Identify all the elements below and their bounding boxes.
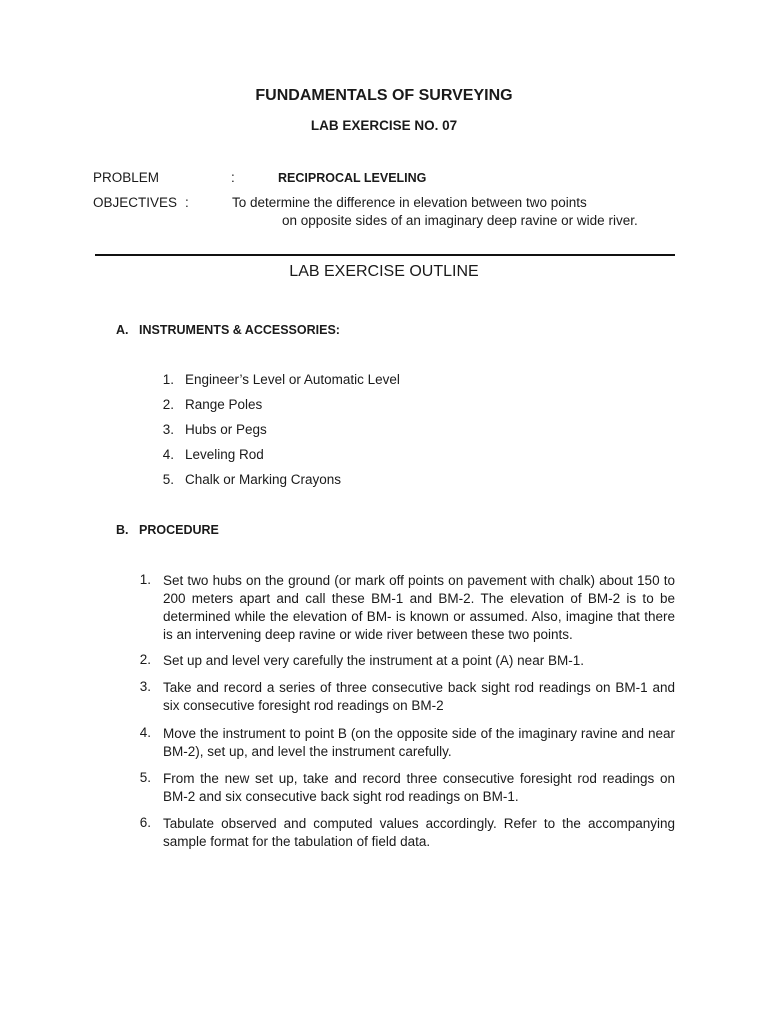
instrument-item: Hubs or Pegs	[185, 422, 267, 437]
objectives-label: OBJECTIVES	[93, 195, 178, 210]
section-a-heading: INSTRUMENTS & ACCESSORIES:	[139, 323, 340, 337]
instrument-item: Engineer’s Level or Automatic Level	[185, 372, 400, 387]
procedure-step: Set up and level very carefully the instrument at a point (A) near BM-1.	[163, 653, 584, 668]
section-b-letter: B.	[116, 523, 129, 537]
procedure-step: Move the instrument to point B (on the opposite side of the imaginary ravine and near BM-2), set up, and level the instrument carefully.	[163, 726, 675, 759]
instrument-item: Chalk or Marking Crayons	[185, 472, 342, 487]
outline-title: LAB EXERCISE OUTLINE	[289, 263, 479, 280]
instrument-item-number: 1.	[162, 372, 174, 387]
document-title: FUNDAMENTALS OF SURVEYING	[255, 87, 513, 104]
instrument-item-number: 5.	[162, 472, 174, 487]
instrument-item: Leveling Rod	[185, 447, 264, 462]
objectives-line-2: on opposite sides of an imaginary deep ravine or wide river.	[282, 213, 638, 228]
section-b-heading: PROCEDURE	[139, 523, 219, 537]
problem-colon: :	[231, 170, 235, 185]
horizontal-rule	[95, 254, 675, 256]
instrument-item: Range Poles	[185, 397, 263, 412]
procedure-step-number: 2.	[139, 652, 151, 667]
procedure-step: From the new set up, take and record three consecutive foresight rod readings on BM-2 and six consecutive back sight rod readings on BM-1.	[163, 771, 675, 804]
instrument-item-number: 4.	[162, 447, 174, 462]
instrument-item-number: 2.	[162, 397, 174, 412]
procedure-step-number: 5.	[139, 770, 151, 785]
procedure-step-number: 6.	[139, 815, 151, 830]
objectives-colon: :	[185, 195, 189, 210]
problem-label: PROBLEM	[93, 170, 160, 185]
lab-exercise-number: LAB EXERCISE NO. 07	[310, 118, 458, 133]
procedure-step-number: 1.	[139, 572, 151, 587]
problem-value: RECIPROCAL LEVELING	[278, 171, 427, 185]
section-a-letter: A.	[116, 323, 129, 337]
procedure-step: Set two hubs on the ground (or mark off points on pavement with chalk) about 150 to 200 meters apart and call these BM-1 and BM-2. The elevation of BM-2 is to be determined while the elevation of BM- is known or assumed. Also, imagine that there is an intervening deep ravine or wide river between these two points.	[163, 573, 675, 642]
instrument-item-number: 3.	[162, 422, 174, 437]
procedure-step: Tabulate observed and computed values accordingly. Refer to the accompanying sample format for the tabulation of field data.	[163, 816, 675, 849]
objectives-line-1: To determine the difference in elevation between two points	[232, 195, 587, 210]
procedure-step-number: 3.	[139, 679, 151, 694]
procedure-step-number: 4.	[139, 725, 151, 740]
procedure-step: Take and record a series of three consecutive back sight rod readings on BM-1 and six consecutive foresight rod readings on BM-2	[163, 680, 675, 713]
